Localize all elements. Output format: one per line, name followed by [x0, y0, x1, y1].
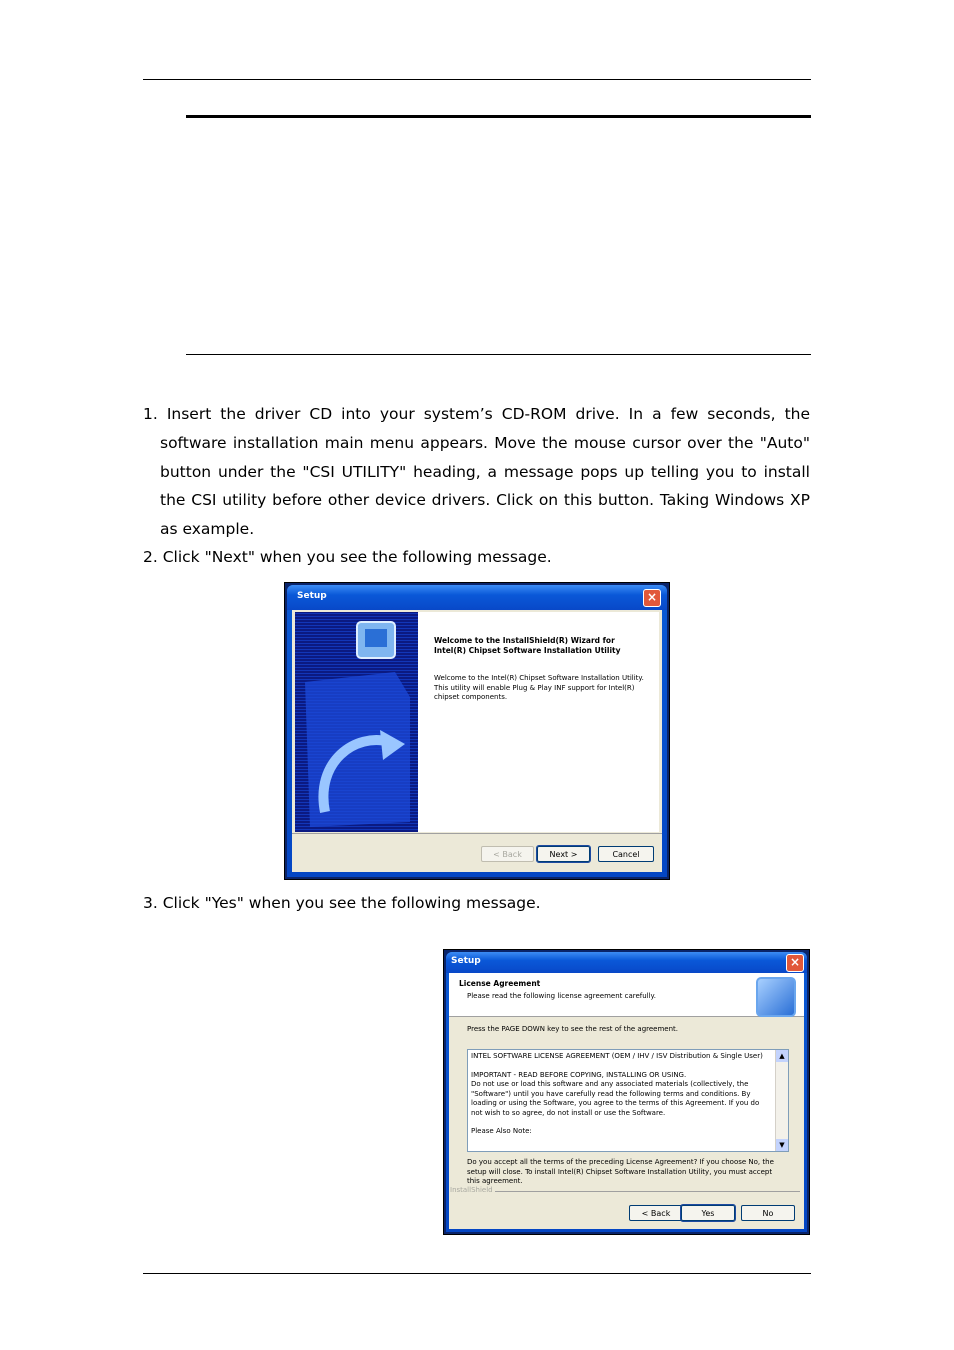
welcome-panel: [418, 612, 659, 832]
brand-divider: [495, 1191, 800, 1192]
step-1-number: 1.: [143, 405, 158, 423]
step-1-text: Insert the driver CD into your system’s CD-ROM drive. In a few seconds, the software installation main menu appears. Move the mouse cursor over the "Auto" button under the "CSI UTILITY" heading, a message pops up telling you to install the CSI utility before other device drivers. Click on this button. Taking Windows XP as example.: [160, 405, 811, 539]
license-header: [449, 973, 804, 1017]
welcome-body: Welcome to the Intel(R) Chipset Software Installation Utility. This utility will enable Plug & Play INF support for Intel(R) chipset components.: [434, 674, 644, 701]
step-1: [143, 400, 810, 544]
step-2: 2. Click "Next" when you see the following message.: [143, 548, 552, 566]
license-textbox[interactable]: [467, 1049, 789, 1152]
yes-button[interactable]: Yes: [681, 1205, 735, 1221]
license-line-1: INTEL SOFTWARE LICENSE AGREEMENT (OEM / IHV / ISV Distribution & Single User): [471, 1052, 763, 1060]
license-line-4: Please Also Note:: [471, 1127, 532, 1135]
license-dialog: [443, 949, 810, 1235]
installshield-graphic: [295, 612, 418, 832]
step-3: 3. Click "Yes" when you see the following message.: [143, 894, 541, 912]
scroll-down-icon[interactable]: ▼: [776, 1139, 788, 1151]
license-question: Do you accept all the terms of the preceding License Agreement? If you choose No, the setup will close. To install Intel(R) Chipset Software Installation Utility, you must accept this agreement.: [467, 1158, 774, 1185]
header-rule: [143, 79, 811, 80]
close-icon[interactable]: ×: [643, 589, 661, 607]
dialog-titlebar[interactable]: [287, 585, 667, 610]
cancel-button[interactable]: Cancel: [598, 846, 654, 862]
box-top-rule: [186, 115, 811, 118]
dialog-title: Setup: [297, 591, 327, 601]
license-scrollbar[interactable]: [775, 1050, 788, 1151]
setup-computer-icon: [756, 977, 796, 1017]
license-line-3: Do not use or load this software and any associated materials (collectively, the "Software") until you have carefully read the following terms and conditions. By loading or using the Software, you agree to the terms of this Agreement. If you do not wish to so agree, do not install or use the Software.: [471, 1080, 760, 1117]
close-icon[interactable]: ×: [786, 954, 804, 972]
welcome-dialog: [284, 582, 670, 880]
welcome-heading: Welcome to the InstallShield(R) Wizard for Intel(R) Chipset Software Installation Utility: [434, 636, 621, 655]
license-subheading: Please read the following license agreement carefully.: [467, 992, 656, 1000]
footer-rule: [143, 1273, 811, 1274]
license-line-2: IMPORTANT - READ BEFORE COPYING, INSTALLING OR USING.: [471, 1070, 687, 1079]
scroll-up-icon[interactable]: ▲: [776, 1050, 788, 1062]
license-instruction: Press the PAGE DOWN key to see the rest of the agreement.: [467, 1025, 679, 1033]
dialog-title: Setup: [451, 956, 481, 966]
installshield-brand: InstallShield: [450, 1186, 493, 1194]
back-button[interactable]: < Back: [629, 1205, 683, 1221]
dialog-titlebar[interactable]: [446, 952, 807, 973]
dialog-divider: [292, 833, 662, 834]
next-button[interactable]: Next >: [537, 846, 590, 862]
license-heading: License Agreement: [459, 979, 541, 988]
box-bottom-rule: [186, 354, 811, 355]
back-button[interactable]: < Back: [481, 846, 534, 862]
no-button[interactable]: No: [741, 1205, 795, 1221]
computer-arrow-icon: [295, 612, 418, 832]
